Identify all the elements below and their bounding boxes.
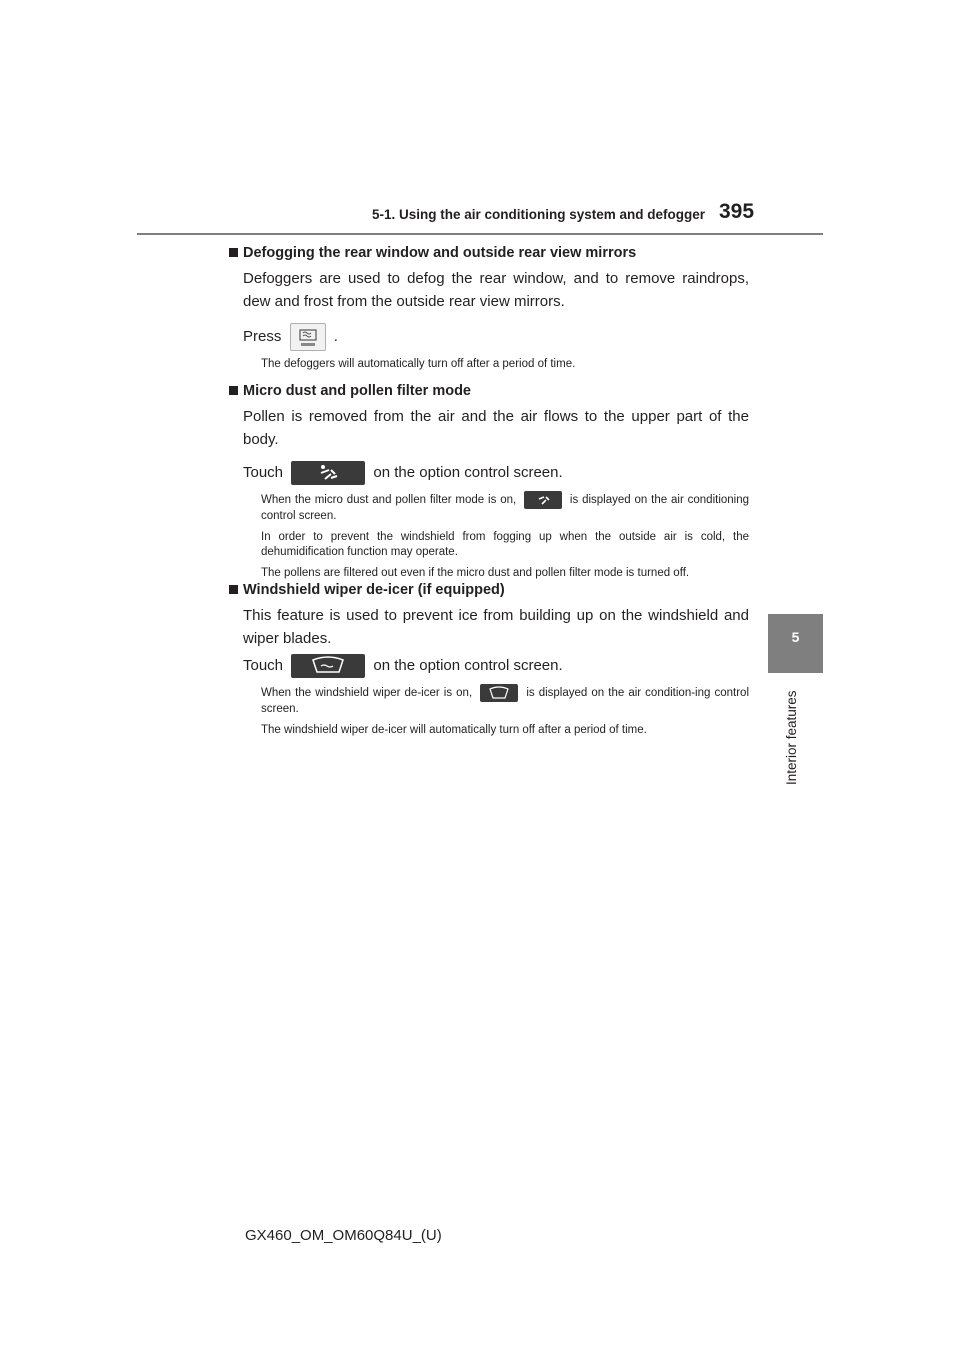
note-prefix: When the windshield wiper de-icer is on,	[261, 687, 473, 700]
note: In order to prevent the windshield from fogging up when the outside air is cold, the dehumidification function may operate.	[261, 531, 749, 559]
pollen-filter-small-icon	[524, 491, 562, 509]
wiper-deicer-indicator-icon	[480, 684, 518, 702]
square-bullet-icon	[229, 386, 238, 395]
pollen-filter-icon	[291, 461, 365, 485]
wiper-deicer-small-icon	[480, 684, 518, 702]
heading-text: Defogging the rear window and outside rear view mirrors	[243, 245, 637, 261]
instruction	[243, 654, 749, 678]
heading-text: Windshield wiper de-icer (if equipped)	[243, 582, 505, 598]
note-suffix: is displayed on the air condition-ing control screen.	[261, 687, 749, 716]
chapter-number: 5	[791, 629, 800, 645]
body-text: Defoggers are used to defog the rear window, and to remove raindrops, dew and frost from the outside rear view mirrors.	[243, 270, 749, 310]
square-bullet-icon	[229, 585, 238, 594]
instruction-suffix: .	[333, 327, 338, 345]
instruction-suffix: on the option control screen.	[373, 464, 563, 481]
rear-defogger-button-icon	[290, 323, 326, 351]
rear-defogger-icon	[291, 324, 325, 350]
pollen-filter-indicator-icon	[524, 491, 562, 509]
header-divider	[137, 233, 823, 235]
square-bullet-icon	[229, 248, 238, 257]
instruction	[243, 323, 749, 351]
section-heading	[229, 580, 749, 600]
instruction-suffix: on the option control screen.	[373, 657, 563, 674]
chapter-label	[784, 685, 802, 785]
note-prefix: When the micro dust and pollen filter mode is on,	[261, 494, 517, 507]
chapter-tab	[768, 614, 823, 673]
body-text: This feature is used to prevent ice from building up on the windshield and wiper blades.	[243, 607, 749, 647]
section-pollen-filter	[229, 381, 749, 581]
note: The pollens are filtered out even if the micro dust and pollen filter mode is turned off.	[261, 567, 690, 580]
note	[261, 491, 749, 524]
chapter-label-text: Interior features	[784, 690, 799, 785]
wiper-deicer-button-icon	[291, 654, 365, 678]
body-text: Pollen is removed from the air and the air flows to the upper part of the body.	[243, 408, 749, 448]
section-header-title: 5-1. Using the air conditioning system and defogger	[372, 207, 706, 222]
instruction-prefix: Press	[243, 327, 282, 345]
note-suffix: is displayed on the air conditioning control screen.	[261, 494, 750, 523]
section-rear-defogger	[229, 243, 749, 372]
instruction-prefix: Touch	[243, 464, 284, 481]
page-number: 395	[719, 200, 755, 223]
instruction	[243, 461, 749, 485]
note: The windshield wiper de-icer will automatically turn off after a period of time.	[261, 724, 647, 737]
document-code: GX460_OM_OM60Q84U_(U)	[245, 1227, 442, 1244]
wiper-deicer-icon	[291, 654, 365, 678]
note: The defoggers will automatically turn off after a period of time.	[261, 358, 576, 370]
pollen-filter-button-icon	[291, 461, 365, 485]
heading-text: Micro dust and pollen filter mode	[243, 383, 471, 399]
instruction-prefix: Touch	[243, 657, 284, 674]
note	[261, 684, 749, 717]
section-heading	[229, 243, 749, 263]
section-heading	[229, 381, 749, 401]
section-wiper-deicer	[229, 580, 749, 738]
